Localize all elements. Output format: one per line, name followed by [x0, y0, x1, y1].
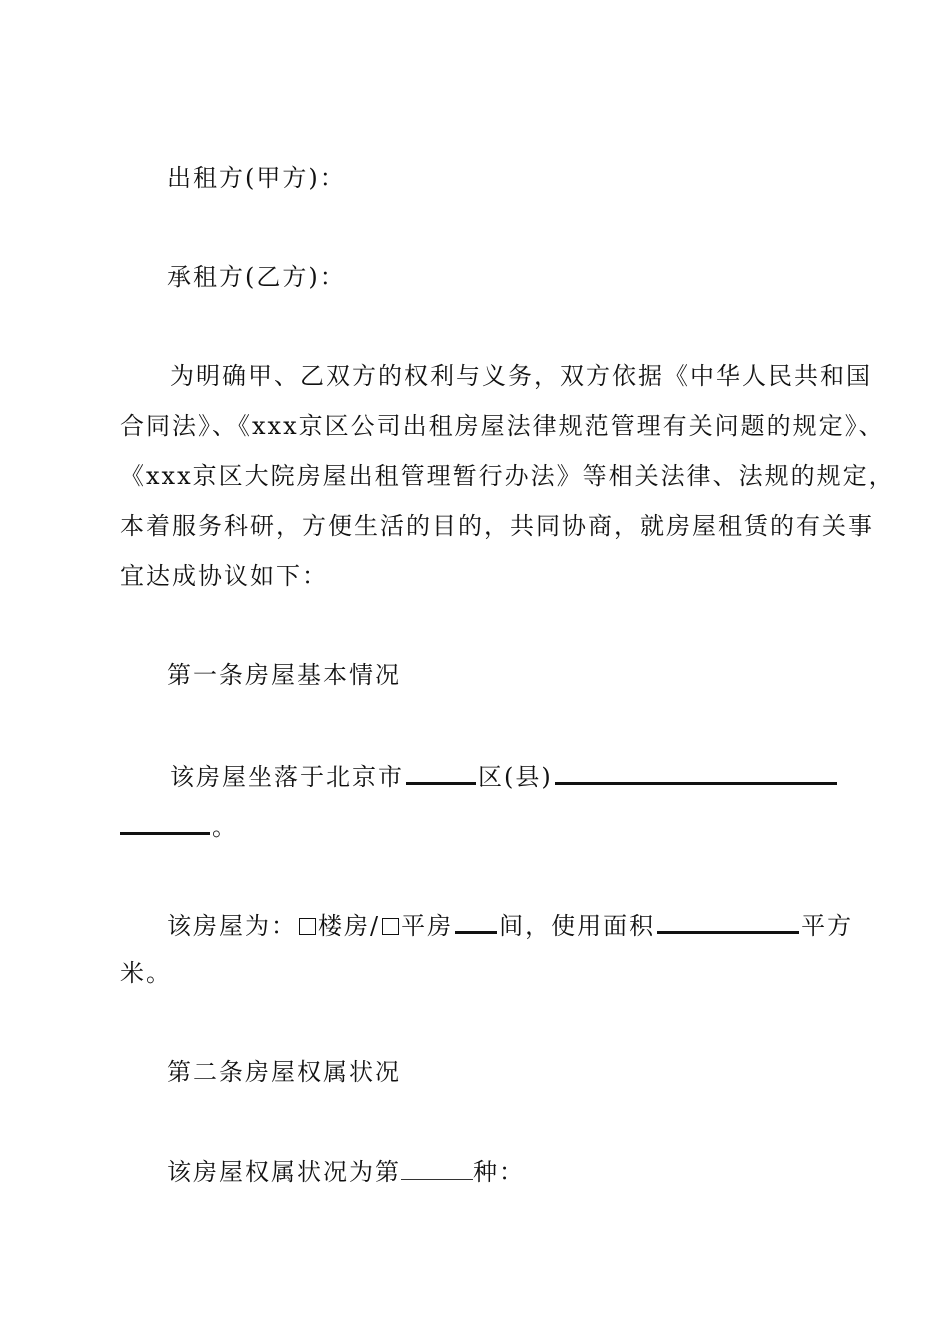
lessee-label: 承租方(乙方)：: [167, 263, 346, 291]
building-checkbox[interactable]: [299, 918, 316, 935]
location-end: 。: [212, 813, 238, 841]
location-prefix: 该房屋坐落于北京市: [170, 763, 404, 791]
area-unit-part2: 米。: [120, 959, 172, 987]
ownership-prefix: 该房屋权属状况为第: [167, 1158, 401, 1186]
preamble-line-1: 为明确甲、乙双方的权利与义务，双方依据《中华人民共和国: [170, 362, 872, 390]
preamble-line-4: 本着服务科研，方便生活的目的，共同协商，就房屋租赁的有关事: [120, 512, 874, 540]
area-unit-part1: 平方: [801, 912, 854, 940]
house-type-line: [167, 909, 853, 940]
rooms-suffix: 间，使用面积: [499, 912, 656, 940]
lessor-label: 出租方(甲方)：: [167, 164, 346, 192]
building-option-label: 楼房/: [318, 912, 381, 940]
preamble-line-3: 《xxx京区大院房屋出租管理暂行办法》等相关法律、法规的规定，: [120, 462, 895, 490]
article-1-heading: 第一条房屋基本情况: [167, 661, 401, 689]
location-line: [170, 760, 839, 791]
article-2-heading: 第二条房屋权属状况: [167, 1058, 401, 1086]
house-type-prefix: 该房屋为：: [167, 912, 297, 940]
ownership-line: [167, 1157, 525, 1186]
preamble-line-5: 宜达成协议如下：: [120, 562, 328, 590]
area-blank[interactable]: [657, 909, 799, 934]
rooms-blank[interactable]: [455, 909, 497, 934]
location-line-continued: [120, 810, 238, 841]
address-blank[interactable]: [555, 760, 837, 785]
preamble-line-2: 合同法》、《xxx京区公司出租房屋法律规范管理有关问题的规定》、: [120, 412, 885, 440]
address-blank-continued[interactable]: [120, 810, 210, 835]
ownership-suffix: 种：: [473, 1158, 525, 1186]
district-blank[interactable]: [406, 760, 476, 785]
bungalow-option-label: 平房: [401, 912, 454, 940]
bungalow-checkbox[interactable]: [382, 918, 399, 935]
ownership-type-blank[interactable]: [401, 1157, 473, 1180]
location-mid: 区(县): [478, 763, 553, 791]
